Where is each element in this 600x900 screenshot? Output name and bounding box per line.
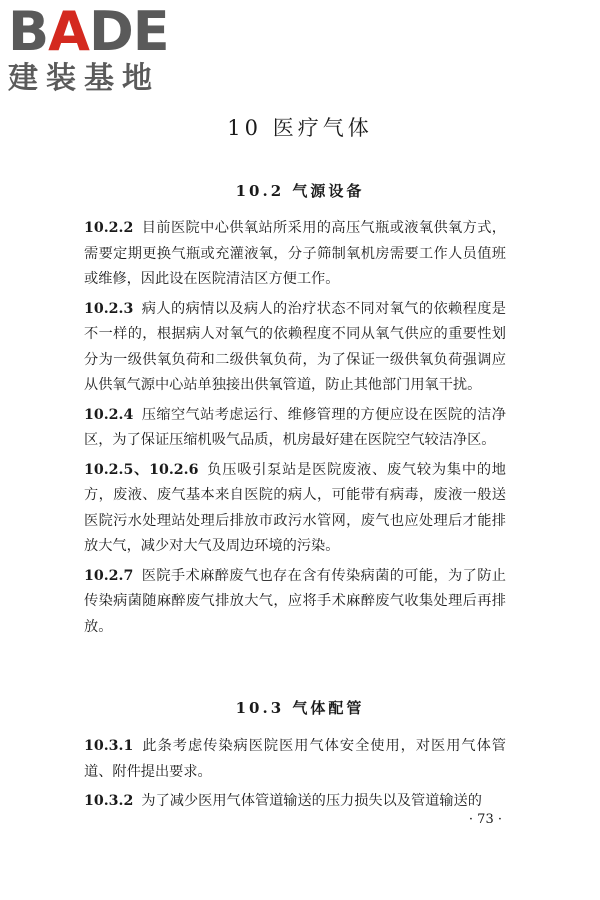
paragraph-10-2-4 xyxy=(84,403,506,454)
section-body-10-2 xyxy=(84,216,506,644)
logo-letter-a: A xyxy=(48,0,89,63)
clause-text: 医院手术麻醉废气也存在含有传染病菌的可能，为了防止传染病菌随麻醉废气排放大气，应将手术麻醉废气收集处理后再排放。 xyxy=(84,567,506,635)
paragraph-10-3-1 xyxy=(84,734,506,785)
clause-text: 负压吸引泵站是医院废液、废气较为集中的地方，废液、废气基本来自医院的病人，可能带有病毒，废液一般送医院污水处理站处理后排放市政污水管网，废气也应处理后才能排放大气，减少对大气及周边环境的污染。 xyxy=(84,461,506,554)
clause-text: 病人的病情以及病人的治疗状态不同对氧气的依赖程度是不一样的，根据病人对氧气的依赖程度不同从氧气供应的重要性划分为一级供氧负荷和二级供氧负荷，为了保证一级供氧负荷强调应从供氧气源中心站单独接出供氧管道，防止其他部门用氧干扰。 xyxy=(84,300,506,393)
logo-wordmark xyxy=(8,0,178,63)
clause-number: 10.2.7 xyxy=(84,567,134,584)
page-number: · 73 · xyxy=(468,812,502,827)
clause-text: 为了减少医用气体管道输送的压力损失以及管道输送的 xyxy=(141,793,482,809)
paragraph-10-3-2 xyxy=(84,789,506,815)
clause-text: 此条考虑传染病医院医用气体安全使用，对医用气体管道、附件提出要求。 xyxy=(84,738,506,780)
paragraph-10-2-3 xyxy=(84,297,506,399)
section-body-10-3 xyxy=(84,734,506,819)
clause-number: 10.3.1 xyxy=(84,738,134,754)
paragraph-10-2-7 xyxy=(84,564,506,641)
clause-number: 10.2.2 xyxy=(84,220,134,236)
paragraph-10-2-5-6 xyxy=(84,458,506,560)
clause-text: 目前医院中心供氧站所采用的高压气瓶或液氧供氧方式，需要定期更换气瓶或充灌液氧，分子筛制氧机房需要工作人员值班或维修，因此设在医院清洁区方便工作。 xyxy=(84,220,506,287)
section-title-10-2: 10.2 气源设备 xyxy=(235,182,365,200)
clause-number: 10.2.4 xyxy=(84,406,134,423)
clause-text: 压缩空气站考虑运行、维修管理的方便应设在医院的洁净区，为了保证压缩机吸气品质，机房最好建在医院空气较洁净区。 xyxy=(84,406,506,448)
chapter-title: 10 医疗气体 xyxy=(227,116,373,140)
section-title-10-3: 10.3 气体配管 xyxy=(235,699,365,717)
logo-subtitle: 建装基地 xyxy=(8,61,160,96)
logo-letters-de: DE xyxy=(88,0,169,63)
clause-number: 10.3.2 xyxy=(84,793,134,809)
paragraph-10-2-2 xyxy=(84,216,506,293)
clause-number: 10.2.3 xyxy=(84,300,134,317)
logo-letter-b: B xyxy=(8,0,49,63)
clause-number: 10.2.5、10.2.6 xyxy=(84,461,199,478)
brand-logo xyxy=(8,0,178,96)
